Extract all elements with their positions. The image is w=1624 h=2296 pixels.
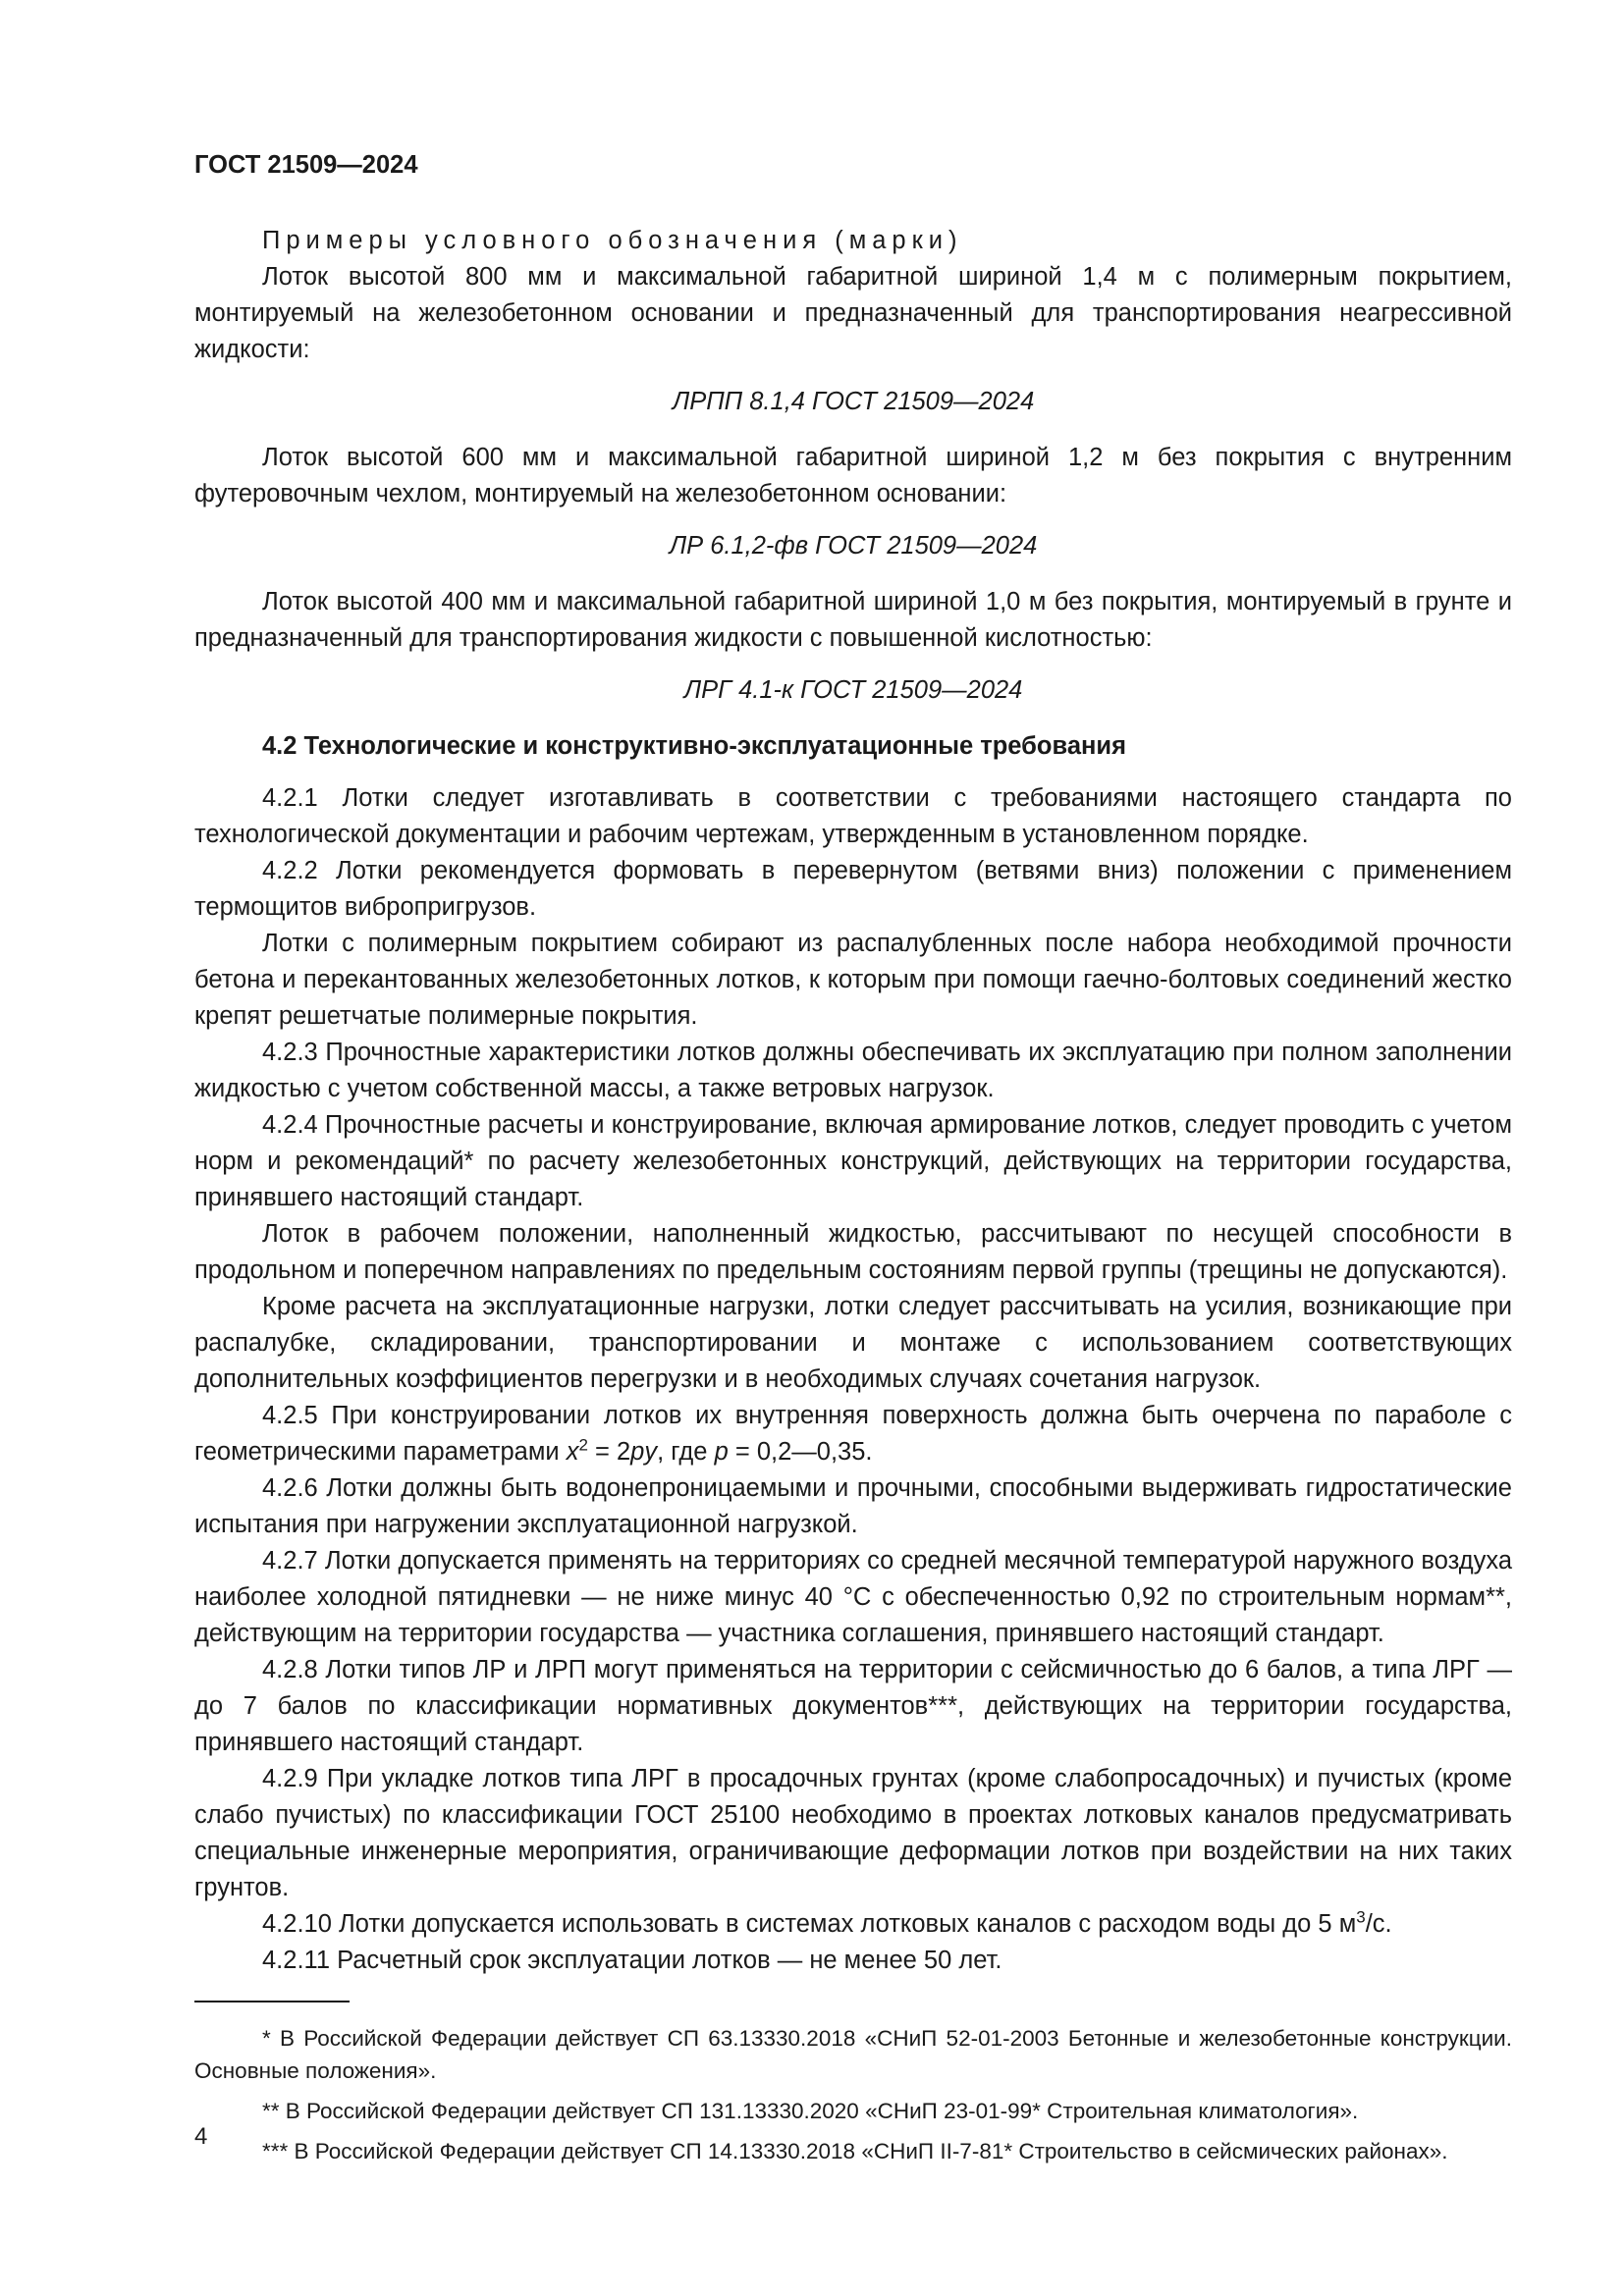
p425-exp: 2 [578, 1435, 588, 1455]
paragraph-4-2-10 [194, 1906, 1512, 1943]
footnote-3: *** В Российской Федерации действует СП 14.13330.2018 «СНиП II-7-81* Строительство в сейсмических районах». [262, 2139, 1448, 2163]
paragraph-4-2-3: 4.2.3 Прочностные характеристики лотков должны обеспечивать их эксплуатацию при полном заполнении жидкостью с учетом собственной массы, а также ветровых нагрузок. [194, 1039, 1512, 1102]
paragraph-4-2-8: 4.2.8 Лотки типов ЛР и ЛРП могут применяться на территории с сейсмичностью до 6 балов, а типа ЛРГ — до 7 балов по классификации нормативных документов***, действующих на территории государства, принявшего настоящий стандарт. [194, 1656, 1512, 1756]
example-1-text: Лоток высотой 800 мм и максимальной габаритной шириной 1,4 м с полимерным покрытием, монтируемый на железобетонном основании и предназначенный для транспортирования неагрессивной жидкости: [194, 263, 1512, 363]
p425-pre: 4.2.5 При конструировании лотков их внутренняя поверхность должна быть очерчена по параболе с геометрическими параметрами [194, 1402, 1512, 1466]
p425-var-x: x [566, 1438, 579, 1466]
paragraph-4-2-4-b: Лоток в рабочем положении, наполненный жидкостью, рассчитывают по несущей способности в продольном и поперечном направлениях по предельным состояниям первой группы (трещины не допускаются). [194, 1220, 1512, 1284]
page-number: 4 [194, 2123, 208, 2150]
document-body [194, 223, 1512, 2175]
paragraph-4-2-4-c: Кроме расчета на эксплуатационные нагрузки, лотки следует рассчитывать на усилия, возникающие при распалубке, складировании, транспортировании и монтаже с использованием соответствующих дополнительных коэффициентов перегрузки и в необходимых случаях сочетания нагрузок. [194, 1293, 1512, 1393]
section-title: 4.2 Технологические и конструктивно-эксплуатационные требования [262, 732, 1126, 760]
example-3-text: Лоток высотой 400 мм и максимальной габаритной шириной 1,0 м без покрытия, монтируемый в грунте и предназначенный для транспортирования жидкости с повышенной кислотностью: [194, 588, 1512, 652]
p4210-pre: 4.2.10 Лотки допускается использовать в системах лотковых каналов с расходом воды до 5 м [262, 1910, 1357, 1938]
paragraph-4-2-9: 4.2.9 При укладке лотков типа ЛРГ в просадочных грунтах (кроме слабопросадочных) и пучистых (кроме слабо пучистых) по классификации ГОСТ 25100 необходимо в проектах лотковых каналов предусматривать специальные инженерные мероприятия, ограничивающие деформации лотков при воздействии на них таких грунтов. [194, 1765, 1512, 1901]
p425-var-p: p [714, 1438, 729, 1466]
example-3-mark: ЛРГ 4.1-к ГОСТ 21509—2024 [683, 676, 1023, 704]
footnote-2: ** В Российской Федерации действует СП 131.13330.2020 «СНиП 23-01-99* Строительная климатология». [262, 2099, 1359, 2123]
p425-post: = 0,2—0,35. [728, 1438, 873, 1466]
paragraph-4-2-1: 4.2.1 Лотки следует изготавливать в соответствии с требованиями настоящего стандарта по технологической документации и рабочим чертежам, утвержденным в установленном порядке. [194, 784, 1512, 848]
p425-var-py: py [630, 1438, 658, 1466]
p425-mid: , где [657, 1438, 715, 1466]
document-header: ГОСТ 21509—2024 [194, 151, 418, 179]
p425-eq: = 2 [587, 1438, 631, 1466]
footnote-1: * В Российской Федерации действует СП 63.13330.2018 «СНиП 52-01-2003 Бетонные и железобетонные конструкции. Основные положения». [194, 2026, 1512, 2083]
paragraph-4-2-6: 4.2.6 Лотки должны быть водонепроницаемыми и прочными, способными выдерживать гидростатические испытания при нагружении эксплуатационной нагрузкой. [194, 1474, 1512, 1538]
paragraph-4-2-2-b: Лотки с полимерным покрытием собирают из распалубленных после набора необходимой прочности бетона и перекантованных железобетонных лотков, к которым при помощи гаечно-болтовых соединений жестко крепят решетчатые полимерные покрытия. [194, 930, 1512, 1030]
paragraph-4-2-7: 4.2.7 Лотки допускается применять на территориях со средней месячной температурой наружного воздуха наиболее холодной пятидневки — не ниже минус 40 °С с обеспеченностью 0,92 по строительным нормам**, действующим на территории государства — участника соглашения, принявшего настоящий стандарт. [194, 1547, 1512, 1647]
example-2-text: Лоток высотой 600 мм и максимальной габаритной шириной 1,2 м без покрытия с внутренним футеровочным чехлом, монтируемый на железобетонном основании: [194, 444, 1512, 507]
paragraph-4-2-11: 4.2.11 Расчетный срок эксплуатации лотков — не менее 50 лет. [262, 1947, 1002, 1974]
paragraph-4-2-5 [194, 1398, 1512, 1470]
example-1-mark: ЛРПП 8.1,4 ГОСТ 21509—2024 [672, 388, 1035, 415]
p4210-post: /с. [1365, 1910, 1392, 1938]
paragraph-4-2-4: 4.2.4 Прочностные расчеты и конструирование, включая армирование лотков, следует проводить с учетом норм и рекомендаций* по расчету железобетонных конструкций, действующих на территории государства, принявшего настоящий стандарт. [194, 1111, 1512, 1211]
example-2-mark: ЛР 6.1,2-фв ГОСТ 21509—2024 [669, 532, 1038, 560]
examples-title: Примеры условного обозначения (марки) [262, 227, 963, 254]
paragraph-4-2-2: 4.2.2 Лотки рекомендуется формовать в перевернутом (ветвями вниз) положении с применением термощитов вибропригрузов. [194, 857, 1512, 921]
p4210-exp: 3 [1356, 1907, 1366, 1927]
footnote-divider [194, 2001, 350, 2002]
